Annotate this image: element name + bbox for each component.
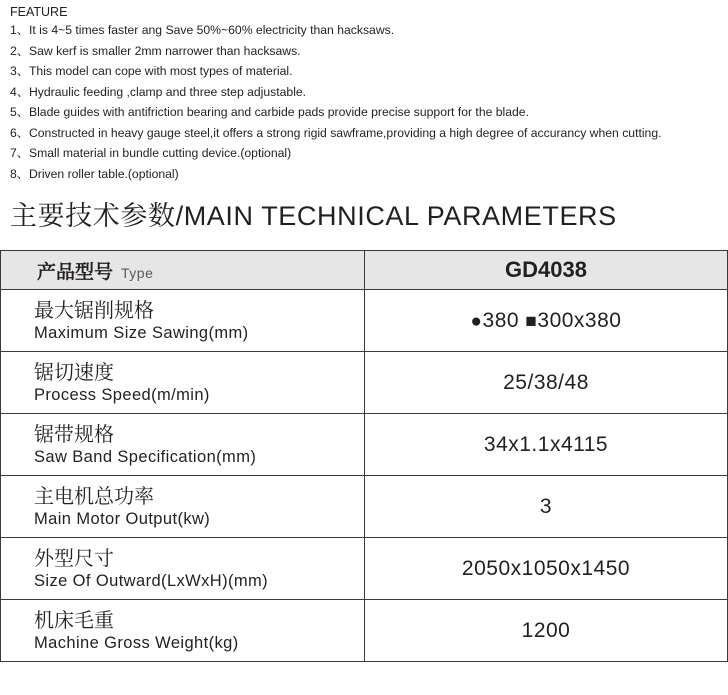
feature-text: Constructed in heavy gauge steel,it offers a strong rigid sawframe,providing a high degree of accurancy when cutting. (28, 125, 662, 140)
param-label-cell (1, 290, 365, 352)
model-name: GD4038 (365, 251, 728, 290)
table-row (1, 476, 728, 538)
square-section-icon: ■ (525, 310, 538, 332)
feature-number: 2、 (10, 43, 29, 58)
table-row (1, 290, 728, 352)
feature-item (10, 143, 726, 164)
param-value: 3 (365, 476, 728, 538)
square-size-value: 300x380 (537, 308, 622, 332)
feature-number: 8、 (10, 166, 29, 181)
table-row (1, 414, 728, 476)
param-value: 2050x1050x1450 (365, 538, 728, 600)
type-label-zh: 产品型号 (37, 261, 114, 283)
feature-text: This model can cope with most types of material. (28, 64, 293, 78)
feature-item (10, 164, 726, 185)
feature-text: Saw kerf is smaller 2mm narrower than hacksaws. (28, 43, 301, 58)
type-header-cell (1, 251, 365, 290)
feature-item (10, 82, 726, 103)
parameters-table (0, 250, 728, 662)
param-label-en: Process Speed(m/min) (34, 385, 210, 404)
param-label-cell (1, 538, 365, 600)
param-value-cell (365, 290, 728, 352)
feature-item (10, 20, 726, 41)
param-label-zh: 锯切速度 (34, 361, 114, 384)
param-label-zh: 最大锯削规格 (34, 299, 154, 322)
feature-item (10, 61, 726, 82)
parameters-title: 主要技术参数/MAIN TECHNICAL PARAMETERS (10, 201, 617, 231)
table-row (1, 352, 728, 414)
param-label-en: Size Of Outward(LxWxH)(mm) (34, 571, 269, 590)
param-value: 34x1.1x4115 (365, 414, 728, 476)
param-label-zh: 主电机总功率 (34, 485, 154, 508)
feature-text: Driven roller table.(optional) (28, 166, 179, 181)
feature-number: 3、 (10, 64, 29, 78)
feature-title: FEATURE (10, 5, 68, 19)
feature-section (10, 4, 726, 184)
round-section-icon: ● (470, 310, 483, 332)
round-size-value: 380 (482, 308, 520, 332)
param-label-en: Machine Gross Weight(kg) (34, 633, 239, 652)
param-label-en: Saw Band Specification(mm) (34, 447, 257, 466)
param-label-cell (1, 600, 365, 662)
param-label-zh: 锯带规格 (34, 423, 114, 446)
param-label-en: Maximum Size Sawing(mm) (34, 323, 249, 342)
param-label-cell (1, 414, 365, 476)
table-row (1, 538, 728, 600)
param-label-zh: 外型尺寸 (34, 547, 114, 570)
feature-item (10, 41, 726, 62)
table-row (1, 600, 728, 662)
param-label-cell (1, 476, 365, 538)
feature-number: 1、 (10, 23, 29, 37)
feature-item (10, 123, 726, 144)
param-value: 1200 (365, 600, 728, 662)
feature-text: It is 4~5 times faster ang Save 50%~60% electricity than hacksaws. (28, 23, 395, 37)
param-label-cell (1, 352, 365, 414)
feature-text: Small material in bundle cutting device.(optional) (28, 146, 292, 160)
param-value: 25/38/48 (365, 352, 728, 414)
param-label-en: Main Motor Output(kw) (34, 509, 211, 528)
feature-number: 7、 (10, 146, 29, 160)
table-header-row (1, 251, 728, 290)
type-label-en: Type (121, 264, 154, 281)
feature-item (10, 102, 726, 123)
feature-list (10, 20, 726, 184)
feature-number: 4、 (10, 84, 29, 99)
feature-text: Hydraulic feeding ,clamp and three step adjustable. (28, 84, 307, 99)
param-label-zh: 机床毛重 (34, 609, 114, 632)
feature-number: 5、 (10, 105, 29, 119)
feature-number: 6、 (10, 125, 29, 140)
feature-text: Blade guides with antifriction bearing and carbide pads provide precise support for the blade. (28, 105, 529, 119)
